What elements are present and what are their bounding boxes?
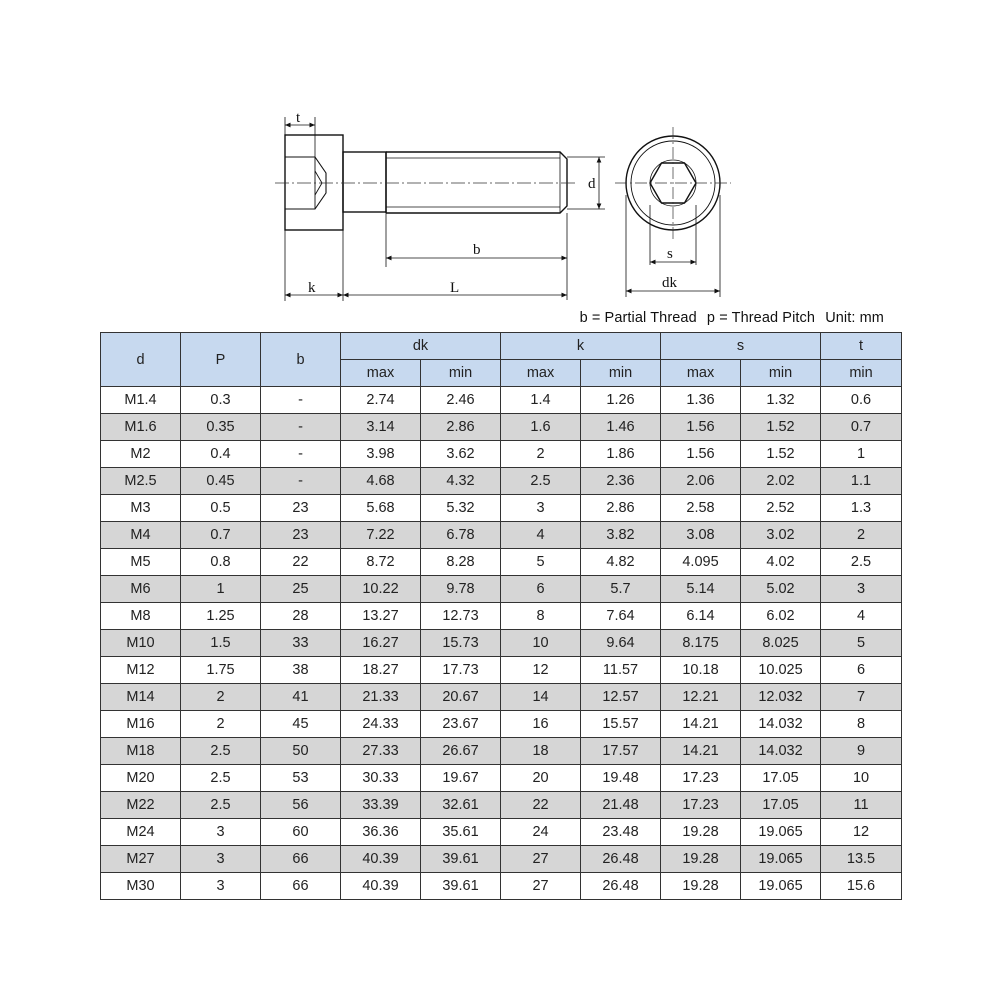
cell-b: 38 [261, 657, 341, 684]
cell-s-max: 5.14 [661, 576, 741, 603]
cell-d: M4 [101, 522, 181, 549]
cell-t-min: 7 [821, 684, 902, 711]
cell-dk-min: 39.61 [421, 846, 501, 873]
cell-s-max: 17.23 [661, 792, 741, 819]
cell-d: M30 [101, 873, 181, 900]
cell-dk-max: 2.74 [341, 387, 421, 414]
cell-t-min: 2 [821, 522, 902, 549]
cell-t-min: 1.1 [821, 468, 902, 495]
cell-s-max: 8.175 [661, 630, 741, 657]
cell-s-min: 2.52 [741, 495, 821, 522]
cell-t-min: 6 [821, 657, 902, 684]
cell-k-min: 19.48 [581, 765, 661, 792]
cell-b: - [261, 387, 341, 414]
cell-p: 0.4 [181, 441, 261, 468]
table-row [101, 738, 902, 765]
cell-k-min: 23.48 [581, 819, 661, 846]
cell-s-max: 4.095 [661, 549, 741, 576]
table-row [101, 792, 902, 819]
cell-p: 0.45 [181, 468, 261, 495]
cell-d: M12 [101, 657, 181, 684]
cell-k-min: 12.57 [581, 684, 661, 711]
cell-dk-max: 13.27 [341, 603, 421, 630]
cell-s-max: 6.14 [661, 603, 741, 630]
cell-s-min: 19.065 [741, 819, 821, 846]
screw-technical-drawing [270, 105, 750, 305]
cell-b: 50 [261, 738, 341, 765]
cell-t-min: 4 [821, 603, 902, 630]
cell-k-max: 14 [501, 684, 581, 711]
cell-dk-min: 15.73 [421, 630, 501, 657]
cell-s-min: 4.02 [741, 549, 821, 576]
table-row [101, 765, 902, 792]
subheader-k-max: max [501, 360, 581, 387]
cell-s-min: 10.025 [741, 657, 821, 684]
cell-b: 33 [261, 630, 341, 657]
cell-k-max: 12 [501, 657, 581, 684]
subheader-s-min: min [741, 360, 821, 387]
header-b: b [261, 333, 341, 387]
table-row [101, 387, 902, 414]
cell-dk-max: 3.98 [341, 441, 421, 468]
cell-s-max: 19.28 [661, 873, 741, 900]
cell-p: 2.5 [181, 738, 261, 765]
cell-s-max: 10.18 [661, 657, 741, 684]
cell-k-max: 20 [501, 765, 581, 792]
cell-d: M20 [101, 765, 181, 792]
subheader-dk-max: max [341, 360, 421, 387]
cell-d: M18 [101, 738, 181, 765]
dim-label-b: b [473, 242, 481, 258]
cell-k-min: 15.57 [581, 711, 661, 738]
cell-b: 28 [261, 603, 341, 630]
cell-dk-max: 27.33 [341, 738, 421, 765]
cell-s-max: 2.06 [661, 468, 741, 495]
legend-unit: Unit: mm [825, 310, 884, 326]
cell-k-max: 22 [501, 792, 581, 819]
cell-k-min: 5.7 [581, 576, 661, 603]
cell-d: M1.6 [101, 414, 181, 441]
cell-b: 60 [261, 819, 341, 846]
cell-b: 22 [261, 549, 341, 576]
cell-s-min: 8.025 [741, 630, 821, 657]
cell-k-min: 7.64 [581, 603, 661, 630]
header-s: s [661, 333, 821, 360]
cell-t-min: 13.5 [821, 846, 902, 873]
cell-t-min: 1.3 [821, 495, 902, 522]
cell-s-max: 19.28 [661, 819, 741, 846]
table-row [101, 576, 902, 603]
cell-k-max: 5 [501, 549, 581, 576]
cell-t-min: 0.6 [821, 387, 902, 414]
cell-s-max: 14.21 [661, 738, 741, 765]
table-row [101, 549, 902, 576]
cell-d: M16 [101, 711, 181, 738]
cell-dk-max: 36.36 [341, 819, 421, 846]
cell-dk-min: 2.46 [421, 387, 501, 414]
cell-dk-min: 19.67 [421, 765, 501, 792]
cell-b: - [261, 414, 341, 441]
cell-dk-min: 39.61 [421, 873, 501, 900]
cell-d: M6 [101, 576, 181, 603]
cell-dk-max: 5.68 [341, 495, 421, 522]
cell-dk-min: 5.32 [421, 495, 501, 522]
cell-s-min: 1.32 [741, 387, 821, 414]
cell-p: 1.5 [181, 630, 261, 657]
cell-s-max: 1.56 [661, 414, 741, 441]
dim-label-t: t [296, 110, 301, 126]
legend-thread-pitch: p = Thread Pitch [706, 310, 816, 326]
table-row [101, 414, 902, 441]
cell-s-min: 3.02 [741, 522, 821, 549]
cell-p: 2 [181, 684, 261, 711]
dim-label-s: s [667, 246, 673, 262]
cell-dk-min: 4.32 [421, 468, 501, 495]
cell-t-min: 5 [821, 630, 902, 657]
cell-p: 0.5 [181, 495, 261, 522]
cell-dk-min: 32.61 [421, 792, 501, 819]
cell-s-max: 19.28 [661, 846, 741, 873]
cell-k-max: 24 [501, 819, 581, 846]
dim-label-d: d [588, 176, 596, 192]
cell-k-min: 11.57 [581, 657, 661, 684]
cell-s-max: 1.56 [661, 441, 741, 468]
cell-t-min: 11 [821, 792, 902, 819]
dim-label-dk: dk [662, 275, 677, 291]
cell-dk-max: 18.27 [341, 657, 421, 684]
cell-k-max: 2 [501, 441, 581, 468]
cell-s-max: 2.58 [661, 495, 741, 522]
table-row [101, 684, 902, 711]
cell-p: 3 [181, 846, 261, 873]
cell-p: 1.25 [181, 603, 261, 630]
cell-dk-max: 30.33 [341, 765, 421, 792]
cell-k-min: 1.46 [581, 414, 661, 441]
cell-t-min: 15.6 [821, 873, 902, 900]
dimensions-table [100, 332, 902, 900]
cell-dk-max: 3.14 [341, 414, 421, 441]
cell-k-min: 21.48 [581, 792, 661, 819]
cell-k-max: 27 [501, 873, 581, 900]
cell-k-min: 4.82 [581, 549, 661, 576]
table-row [101, 468, 902, 495]
cell-dk-min: 35.61 [421, 819, 501, 846]
cell-t-min: 2.5 [821, 549, 902, 576]
cell-p: 2 [181, 711, 261, 738]
cell-dk-min: 9.78 [421, 576, 501, 603]
header-k: k [501, 333, 661, 360]
cell-k-min: 1.86 [581, 441, 661, 468]
dim-label-k: k [308, 280, 316, 296]
cell-k-max: 8 [501, 603, 581, 630]
cell-dk-max: 10.22 [341, 576, 421, 603]
table-row [101, 873, 902, 900]
cell-s-max: 12.21 [661, 684, 741, 711]
cell-t-min: 9 [821, 738, 902, 765]
cell-dk-min: 17.73 [421, 657, 501, 684]
cell-k-max: 1.4 [501, 387, 581, 414]
cell-t-min: 1 [821, 441, 902, 468]
cell-d: M2 [101, 441, 181, 468]
cell-s-min: 14.032 [741, 711, 821, 738]
screw-side-view [285, 135, 567, 230]
cell-b: 41 [261, 684, 341, 711]
cell-b: - [261, 468, 341, 495]
cell-d: M1.4 [101, 387, 181, 414]
cell-dk-max: 24.33 [341, 711, 421, 738]
cell-dk-min: 20.67 [421, 684, 501, 711]
cell-k-min: 1.26 [581, 387, 661, 414]
cell-p: 0.3 [181, 387, 261, 414]
cell-s-min: 6.02 [741, 603, 821, 630]
cell-b: 66 [261, 846, 341, 873]
cell-d: M2.5 [101, 468, 181, 495]
cell-d: M3 [101, 495, 181, 522]
cell-p: 0.8 [181, 549, 261, 576]
cell-b: 56 [261, 792, 341, 819]
cell-b: - [261, 441, 341, 468]
subheader-k-min: min [581, 360, 661, 387]
cell-d: M8 [101, 603, 181, 630]
cell-dk-min: 2.86 [421, 414, 501, 441]
cell-s-min: 14.032 [741, 738, 821, 765]
cell-p: 0.7 [181, 522, 261, 549]
table-row [101, 846, 902, 873]
table-row [101, 630, 902, 657]
header-d: d [101, 333, 181, 387]
table-body [101, 387, 902, 900]
cell-s-min: 2.02 [741, 468, 821, 495]
cell-s-max: 17.23 [661, 765, 741, 792]
subheader-t-min: min [821, 360, 902, 387]
cell-dk-min: 26.67 [421, 738, 501, 765]
cell-k-min: 17.57 [581, 738, 661, 765]
cell-dk-max: 16.27 [341, 630, 421, 657]
cell-p: 3 [181, 873, 261, 900]
cell-s-max: 14.21 [661, 711, 741, 738]
cell-k-max: 10 [501, 630, 581, 657]
cell-t-min: 0.7 [821, 414, 902, 441]
cell-dk-min: 12.73 [421, 603, 501, 630]
cell-s-min: 12.032 [741, 684, 821, 711]
cell-dk-min: 3.62 [421, 441, 501, 468]
cell-k-max: 18 [501, 738, 581, 765]
cell-dk-max: 21.33 [341, 684, 421, 711]
cell-d: M5 [101, 549, 181, 576]
cell-s-max: 3.08 [661, 522, 741, 549]
cell-t-min: 8 [821, 711, 902, 738]
cell-p: 2.5 [181, 765, 261, 792]
cell-k-min: 3.82 [581, 522, 661, 549]
table-row [101, 603, 902, 630]
cell-dk-max: 4.68 [341, 468, 421, 495]
table-row [101, 819, 902, 846]
cell-d: M24 [101, 819, 181, 846]
cell-d: M27 [101, 846, 181, 873]
subheader-s-max: max [661, 360, 741, 387]
cell-dk-max: 8.72 [341, 549, 421, 576]
cell-b: 66 [261, 873, 341, 900]
cell-k-max: 3 [501, 495, 581, 522]
cell-k-min: 2.36 [581, 468, 661, 495]
cell-dk-min: 23.67 [421, 711, 501, 738]
header-dk: dk [341, 333, 501, 360]
cell-p: 2.5 [181, 792, 261, 819]
header-p: P [181, 333, 261, 387]
cell-k-min: 26.48 [581, 846, 661, 873]
cell-s-min: 19.065 [741, 846, 821, 873]
cell-k-min: 26.48 [581, 873, 661, 900]
cell-k-max: 2.5 [501, 468, 581, 495]
cell-p: 1 [181, 576, 261, 603]
cell-s-max: 1.36 [661, 387, 741, 414]
dim-label-L: L [450, 280, 460, 296]
cell-s-min: 1.52 [741, 414, 821, 441]
cell-t-min: 12 [821, 819, 902, 846]
cell-k-max: 4 [501, 522, 581, 549]
header-t: t [821, 333, 902, 360]
cell-dk-max: 7.22 [341, 522, 421, 549]
cell-dk-max: 40.39 [341, 846, 421, 873]
table-row [101, 441, 902, 468]
cell-dk-max: 33.39 [341, 792, 421, 819]
cell-d: M22 [101, 792, 181, 819]
legend-line [100, 310, 884, 326]
cell-b: 53 [261, 765, 341, 792]
cell-b: 23 [261, 495, 341, 522]
cell-p: 0.35 [181, 414, 261, 441]
cell-b: 23 [261, 522, 341, 549]
cell-p: 3 [181, 819, 261, 846]
legend-partial-thread: b = Partial Thread [579, 310, 697, 326]
cell-dk-min: 6.78 [421, 522, 501, 549]
cell-s-min: 17.05 [741, 765, 821, 792]
cell-t-min: 3 [821, 576, 902, 603]
screw-end-view [615, 127, 731, 239]
cell-k-min: 9.64 [581, 630, 661, 657]
cell-k-min: 2.86 [581, 495, 661, 522]
table-header [101, 333, 902, 387]
cell-dk-max: 40.39 [341, 873, 421, 900]
subheader-dk-min: min [421, 360, 501, 387]
cell-b: 45 [261, 711, 341, 738]
table-row [101, 657, 902, 684]
cell-dk-min: 8.28 [421, 549, 501, 576]
cell-k-max: 1.6 [501, 414, 581, 441]
cell-b: 25 [261, 576, 341, 603]
cell-k-max: 6 [501, 576, 581, 603]
cell-s-min: 5.02 [741, 576, 821, 603]
cell-d: M10 [101, 630, 181, 657]
table-row [101, 495, 902, 522]
cell-k-max: 27 [501, 846, 581, 873]
cell-k-max: 16 [501, 711, 581, 738]
cell-d: M14 [101, 684, 181, 711]
table-row [101, 522, 902, 549]
cell-s-min: 1.52 [741, 441, 821, 468]
cell-t-min: 10 [821, 765, 902, 792]
cell-p: 1.75 [181, 657, 261, 684]
cell-s-min: 19.065 [741, 873, 821, 900]
cell-s-min: 17.05 [741, 792, 821, 819]
table-row [101, 711, 902, 738]
